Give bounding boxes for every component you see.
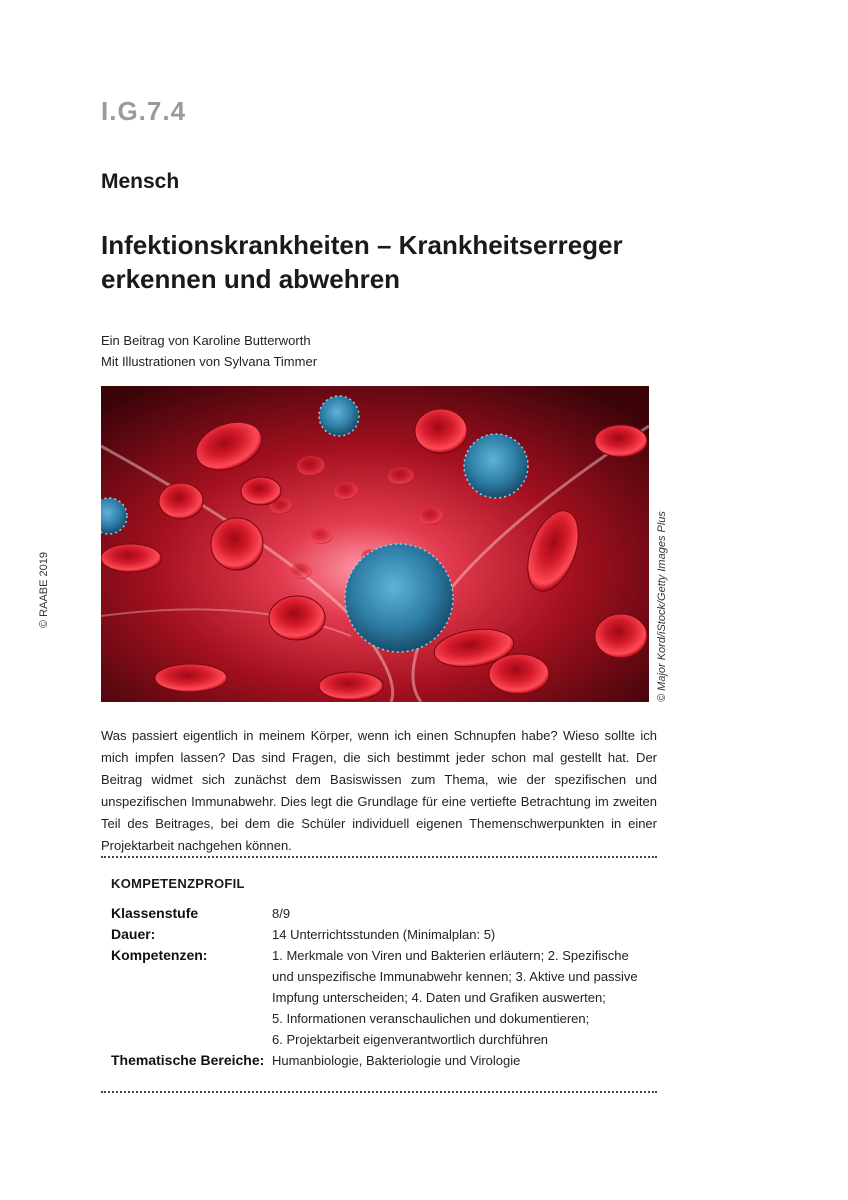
illustrator-line: Mit Illustrationen von Sylvana Timmer: [101, 354, 318, 369]
row-thematische-bereiche: [111, 1050, 657, 1071]
value-line: 1. Merkmale von Viren und Bakterien erläutern; 2. Spezifische: [272, 948, 629, 963]
divider-bottom: [101, 1091, 657, 1093]
byline: [101, 330, 317, 372]
label-klassenstufe: Klassenstufe: [111, 905, 199, 921]
value-dauer: [272, 924, 657, 945]
row-kompetenzen: [111, 945, 657, 1050]
value-kompetenzen: [272, 945, 657, 1050]
value-line: 6. Projektarbeit eigenverantwortlich durchführen: [272, 1032, 549, 1047]
value-thematische-bereiche: [272, 1050, 657, 1071]
row-dauer: [111, 924, 657, 945]
page-title: [101, 228, 701, 296]
kompetenzprofil-table: [111, 903, 657, 1071]
image-credit: © Major Kord/iStock/Getty Images Plus: [656, 511, 668, 702]
blood-cells-illustration: [101, 386, 649, 702]
value-line: und unspezifische Immunabwehr kennen; 3. Aktive und passive: [272, 969, 638, 984]
hero-image: [101, 386, 649, 702]
author-line: Ein Beitrag von Karoline Butterworth: [101, 333, 311, 348]
label-kompetenzen: Kompetenzen:: [111, 947, 208, 963]
title-line-1: Infektionskrankheiten – Krankheitserreger: [101, 230, 623, 260]
value-line: 5. Informationen veranschaulichen und dokumentieren;: [272, 1011, 590, 1026]
value-line: 8/9: [272, 906, 291, 921]
divider-top: [101, 856, 657, 858]
kompetenzprofil-heading: KOMPETENZPROFIL: [111, 876, 245, 891]
label-thematische-bereiche: Thematische Bereiche:: [111, 1052, 265, 1068]
value-klassenstufe: [272, 903, 657, 924]
title-line-2: erkennen und abwehren: [101, 264, 401, 294]
value-line: 14 Unterrichtsstunden (Minimalplan: 5): [272, 927, 496, 942]
row-klassenstufe: [111, 903, 657, 924]
section-label: Mensch: [101, 170, 180, 193]
value-line: Impfung unterscheiden; 4. Daten und Grafiken auswerten;: [272, 990, 606, 1005]
document-code: I.G.7.4: [101, 96, 187, 126]
value-line: Humanbiologie, Bakteriologie und Virologie: [272, 1053, 521, 1068]
copyright-note: © RAABE 2019: [38, 552, 50, 628]
intro-paragraph: Was passiert eigentlich in meinem Körper, wenn ich einen Schnupfen habe? Wieso sollte ich mich impfen lassen? Das sind Fragen, die sich bestimmt jeder schon mal gestellt hat. Der Beitrag widmet sich zunächst dem Basiswissen zum Thema, wie der spezifischen und unspezifischen Immunabwehr. Dies legt die Grundlage für eine vertiefte Betrachtung im zweiten Teil des Beitrages, bei dem die Schüler individuell eigenen Themenschwerpunkten in einer Projektarbeit nachgehen können.: [101, 728, 657, 853]
label-dauer: Dauer:: [111, 926, 156, 942]
